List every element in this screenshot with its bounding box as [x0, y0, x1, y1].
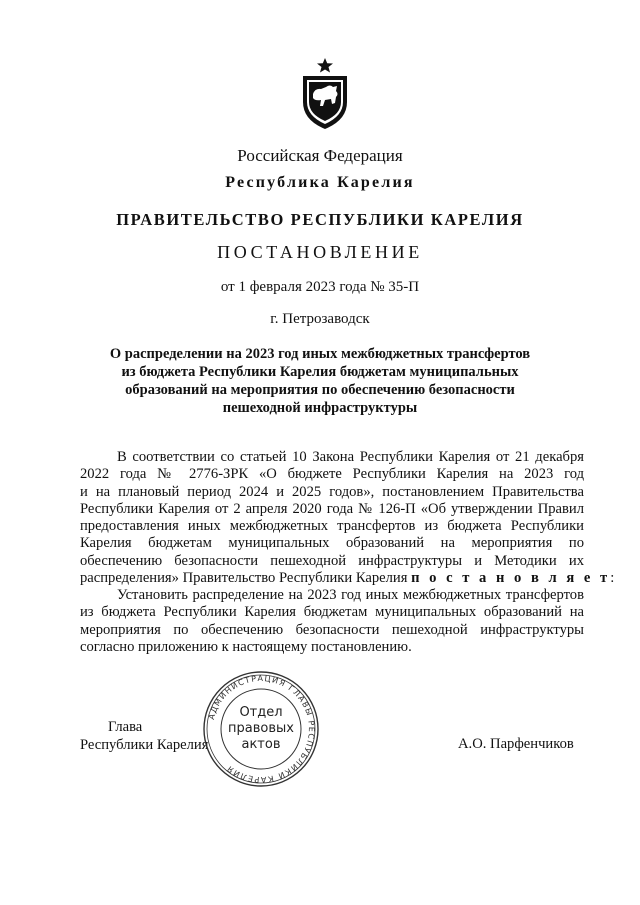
paragraph-line: Республики Карелия от 2 апреля 2020 года № 126-П «Об утверждении Правил	[80, 500, 584, 517]
paragraph-line: Карелия бюджетам муниципальных образований на мероприятия по	[80, 535, 584, 552]
title-line: пешеходной инфраструктуры	[222, 400, 418, 416]
title-line: образований на мероприятия по обеспечению безопасности	[125, 382, 515, 398]
official-stamp	[200, 670, 322, 788]
paragraph-line: из бюджета Республики Карелия бюджетам муниципальных образований на	[80, 604, 584, 621]
paragraph-line: предоставления иных межбюджетных трансфертов из бюджета Республики	[80, 518, 584, 535]
paragraph-line: согласно приложению к настоящему постановлению.	[80, 638, 412, 655]
coat-of-arms-icon	[299, 58, 351, 130]
position-line: Республики Карелия	[80, 737, 209, 753]
republic-line: Республика Карелия	[225, 174, 415, 191]
document-type: ПОСТАНОВЛЕНИЕ	[217, 242, 423, 262]
resolves-colon: :	[610, 570, 615, 587]
resolution-title	[0, 345, 640, 417]
resolves-word: п о с т а н о в л я е т	[411, 570, 611, 587]
paragraph-line: 2022 года № 2776-ЗРК «О бюджете Республики Карелия на 2023 год	[80, 466, 584, 483]
paragraph-line: распределения» Правительство Республики Карелия	[80, 570, 408, 587]
paragraph-line-final	[80, 570, 615, 587]
date-number: от 1 февраля 2023 года № 35-П	[220, 279, 420, 295]
government-title: ПРАВИТЕЛЬСТВО РЕСПУБЛИКИ КАРЕЛИЯ	[116, 210, 524, 229]
position-line: Глава	[108, 719, 143, 735]
title-line: из бюджета Республики Карелия бюджетам муниципальных	[121, 364, 519, 380]
paragraph-line: мероприятия по обеспечению безопасности пешеходной инфраструктуры	[80, 621, 584, 638]
city: г. Петрозаводск	[270, 311, 370, 327]
country-line: Российская Федерация	[237, 146, 403, 165]
signatory-name: А.О. Парфенчиков	[458, 736, 574, 752]
paragraph-line: В соответствии со статьей 10 Закона Республики Карелия от 21 декабря	[117, 449, 584, 465]
paragraph-line: обеспечению безопасности пешеходной инфраструктуры и Методики их	[80, 552, 584, 569]
paragraph-line: Установить распределение на 2023 год иных межбюджетных трансфертов	[117, 587, 584, 603]
stamp-text: правовых	[228, 721, 294, 736]
operative-paragraph	[80, 587, 584, 656]
signatory-position	[80, 718, 208, 754]
stamp-text: Отдел	[239, 705, 283, 720]
preamble-paragraph	[80, 449, 615, 587]
stamp-ring-text: АДМИНИСТРАЦИЯ ГЛАВЫ РЕСПУБЛИКИ КАРЕЛИЯ	[206, 673, 317, 785]
stamp-text: актов	[241, 737, 281, 752]
title-line: О распределении на 2023 год иных межбюджетных трансфертов	[109, 346, 531, 362]
paragraph-line: и на плановый период 2024 и 2025 годов», постановлением Правительства	[80, 483, 584, 500]
